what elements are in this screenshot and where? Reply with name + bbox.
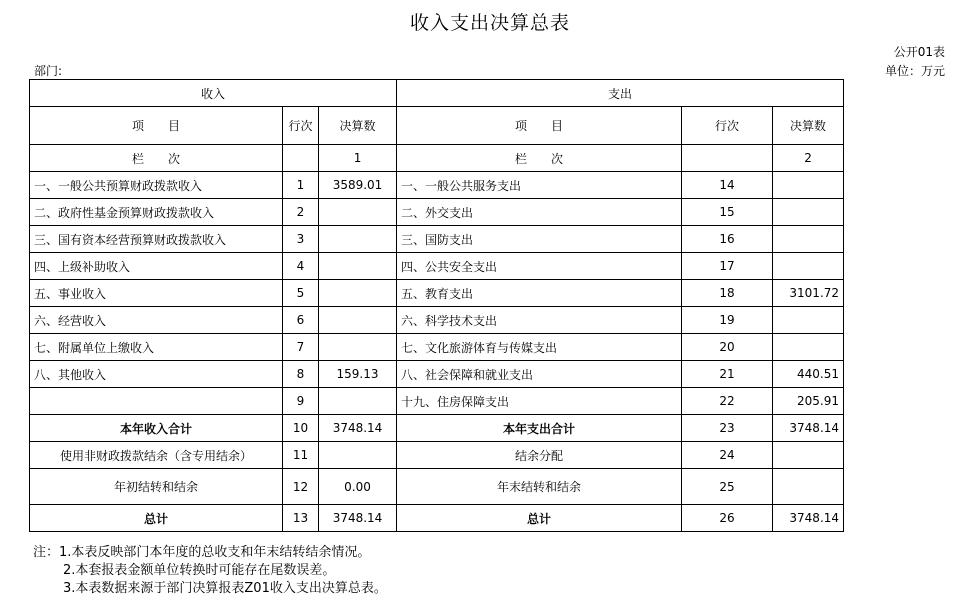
year-expense-total-label: 本年支出合计 [397,415,682,442]
empty-cell [283,145,319,172]
income-amount [319,334,397,361]
expense-item: 四、公共安全支出 [397,253,682,280]
section-header-row [30,80,844,107]
department-label: 部门: [34,64,63,78]
income-item: 二、政府性基金预算财政拨款收入 [30,199,283,226]
expense-amount: 3101.72 [773,280,844,307]
expense-col-index: 2 [773,145,844,172]
year-total-row [30,415,844,442]
column-index-row [30,145,844,172]
notes [33,544,387,598]
expense-amount [773,442,844,469]
note-line: 2.本套报表金额单位转换时可能存在尾数误差。 [63,563,336,578]
expense-amount [773,334,844,361]
income-item: 五、事业收入 [30,280,283,307]
income-row-no: 1 [283,172,319,199]
expense-item: 十九、住房保障支出 [397,388,682,415]
table-row [30,334,844,361]
income-amount [319,253,397,280]
income-item: 四、上级补助收入 [30,253,283,280]
expense-amount: 3748.14 [773,415,844,442]
expense-row-no: 25 [682,469,773,505]
nonfiscal-balance-label: 使用非财政拨款结余（含专用结余） [30,442,283,469]
income-grand-total-label: 总计 [30,505,283,532]
table-row [30,280,844,307]
year-end-balance-label: 年末结转和结余 [397,469,682,505]
table-row [30,307,844,334]
expense-row-no: 16 [682,226,773,253]
table-row [30,199,844,226]
income-row-no: 4 [283,253,319,280]
column-header-row [30,107,844,145]
income-amount: 3589.01 [319,172,397,199]
income-rowno-header: 行次 [283,107,319,145]
expense-item: 五、教育支出 [397,280,682,307]
income-amount [319,388,397,415]
income-amount [319,280,397,307]
expense-amount: 3748.14 [773,505,844,532]
income-row-no: 5 [283,280,319,307]
expense-row-no: 15 [682,199,773,226]
table-row [30,253,844,280]
income-item [30,388,283,415]
year-begin-balance-label: 年初结转和结余 [30,469,283,505]
expense-amount-header: 决算数 [773,107,844,145]
table-row [30,469,844,505]
expense-item: 七、文化旅游体育与传媒支出 [397,334,682,361]
expense-item: 一、一般公共服务支出 [397,172,682,199]
table-row [30,388,844,415]
expense-amount [773,199,844,226]
expense-amount [773,172,844,199]
expense-item: 六、科学技术支出 [397,307,682,334]
expense-amount: 205.91 [773,388,844,415]
income-amount: 0.00 [319,469,397,505]
year-income-total-label: 本年收入合计 [30,415,283,442]
expense-lanci: 栏 次 [397,145,682,172]
expense-amount [773,253,844,280]
income-item-header: 项 目 [30,107,283,145]
income-row-no: 6 [283,307,319,334]
income-amount [319,307,397,334]
expense-amount [773,469,844,505]
expense-row-no: 17 [682,253,773,280]
expense-row-no: 14 [682,172,773,199]
expense-amount [773,226,844,253]
unit-label: 单位：万元 [884,64,945,78]
table-row [30,442,844,469]
income-amount: 3748.14 [319,505,397,532]
income-row-no: 8 [283,361,319,388]
grand-total-row [30,505,844,532]
note-line: 3.本表数据来源于部门决算报表Z01收入支出决算总表。 [63,581,387,596]
balance-allocation-label: 结余分配 [397,442,682,469]
expense-row-no: 22 [682,388,773,415]
expense-rowno-header: 行次 [682,107,773,145]
table-row [30,361,844,388]
expense-row-no: 20 [682,334,773,361]
summary-table [29,79,844,532]
income-item: 三、国有资本经营预算财政拨款收入 [30,226,283,253]
income-row-no: 10 [283,415,319,442]
expense-row-no: 18 [682,280,773,307]
income-amount [319,199,397,226]
income-item: 六、经营收入 [30,307,283,334]
empty-cell [682,145,773,172]
expense-row-no: 19 [682,307,773,334]
form-code: 公开01表 [893,45,945,59]
page-title: 收入支出决算总表 [409,12,570,34]
income-lanci: 栏 次 [30,145,283,172]
expense-item-header: 项 目 [397,107,682,145]
income-amount [319,226,397,253]
income-item: 一、一般公共预算财政拨款收入 [30,172,283,199]
income-row-no: 12 [283,469,319,505]
income-amount: 3748.14 [319,415,397,442]
income-row-no: 2 [283,199,319,226]
income-item: 七、附属单位上缴收入 [30,334,283,361]
expense-row-no: 26 [682,505,773,532]
expense-amount [773,307,844,334]
income-row-no: 3 [283,226,319,253]
expense-section-header: 支出 [397,80,844,107]
expense-item: 三、国防支出 [397,226,682,253]
income-amount: 159.13 [319,361,397,388]
table-row [30,172,844,199]
expense-row-no: 24 [682,442,773,469]
income-row-no: 13 [283,505,319,532]
income-item: 八、其他收入 [30,361,283,388]
income-col-index: 1 [319,145,397,172]
expense-item: 八、社会保障和就业支出 [397,361,682,388]
expense-grand-total-label: 总计 [397,505,682,532]
expense-amount: 440.51 [773,361,844,388]
note-line: 注：1.本表反映部门本年度的总收支和年末结转结余情况。 [33,545,371,560]
expense-row-no: 21 [682,361,773,388]
income-section-header: 收入 [30,80,397,107]
expense-item: 二、外交支出 [397,199,682,226]
income-amount-header: 决算数 [319,107,397,145]
income-row-no: 11 [283,442,319,469]
expense-row-no: 23 [682,415,773,442]
table-row [30,226,844,253]
income-amount [319,442,397,469]
income-row-no: 9 [283,388,319,415]
income-row-no: 7 [283,334,319,361]
